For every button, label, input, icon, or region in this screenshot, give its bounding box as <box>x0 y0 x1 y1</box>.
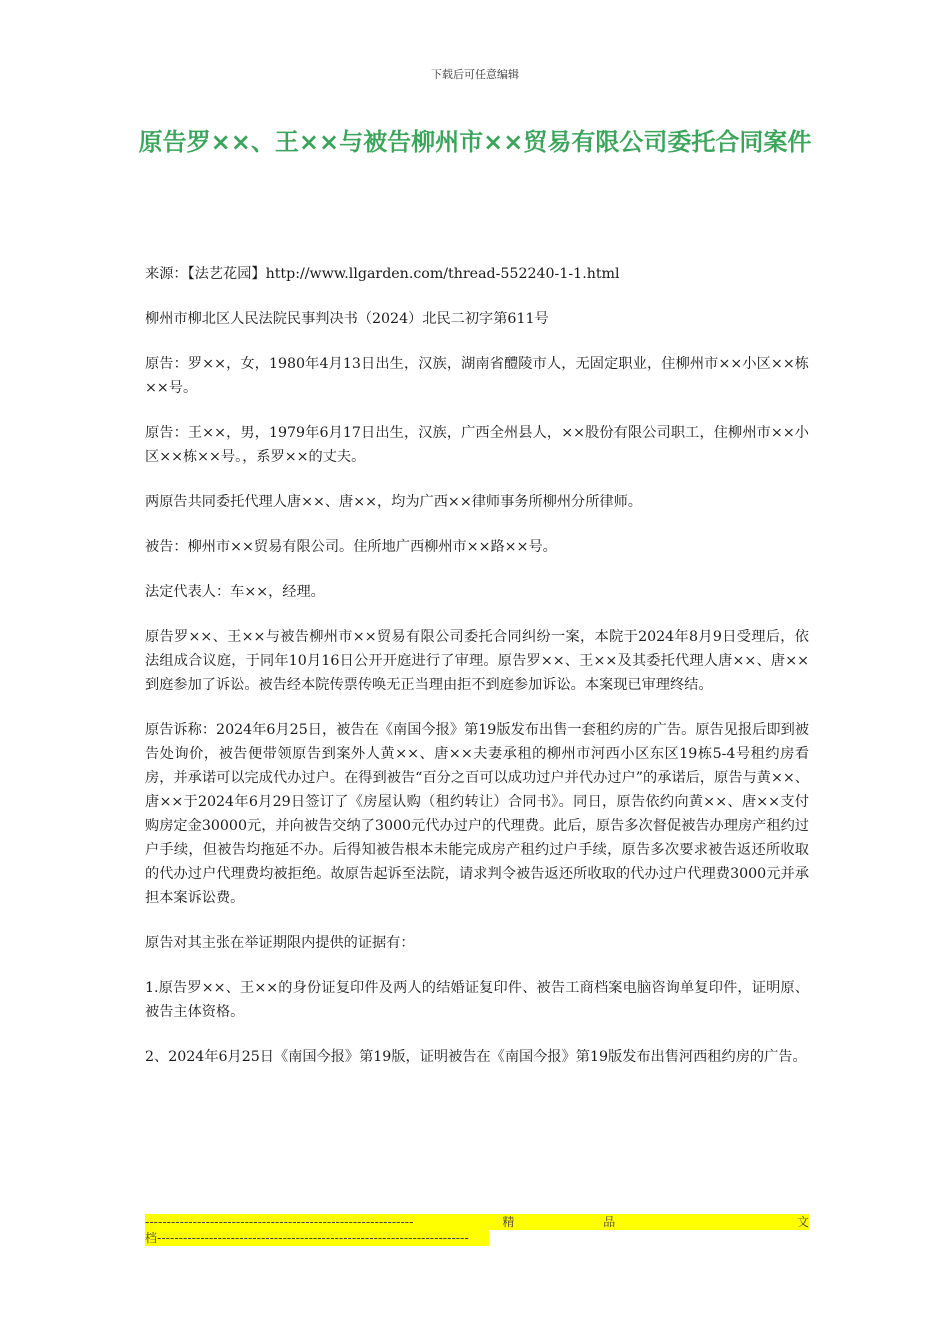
document-body <box>145 262 809 1090</box>
footer-spacer <box>704 1214 708 1230</box>
footer-char-1: 精 <box>502 1215 515 1229</box>
defendant: 被告：柳州市××贸易有限公司。住所地广西柳州市××路××号。 <box>145 539 557 555</box>
footer-char-3: 文 <box>796 1215 809 1229</box>
source-line: 来源：【法艺花园】http://www.llgarden.com/thread-552240-1-1.html <box>145 266 620 282</box>
header-note: 下载后可任意编辑 <box>431 68 519 81</box>
evidence-intro: 原告对其主张在举证期限内提供的证据有： <box>145 935 415 951</box>
footer-line-1 <box>145 1214 809 1230</box>
footer-banner <box>145 1214 809 1250</box>
case-number: 柳州市柳北区人民法院民事判决书（2024）北民二初字第611号 <box>145 311 549 327</box>
footer-line-2 <box>145 1230 489 1246</box>
plaintiff-claims: 原告诉称：2024年6月25日，被告在《南国今报》第19版发布出售一套租约房的广告。原告见报后即到被告处询价，被告便带领原告到案外人黄××、唐××夫妻承租的柳州市河西小区东区19栋5-4号租约房看房，并承诺可以完成代办过户。在得到被告“百分之百可以成功过户并代办过户”的承诺后，原告与黄××、唐××于2024年6月29日签订了《房屋认购（租约转让）合同书》。同日，原告依约向黄××、唐××支付购房定金30000元，并向被告交纳了3000元代办过户的代理费。此后，原告多次督促被告办理房产租约过户手续，但被告均拖延不办。后得知被告根本未能完成房产租约过户手续，原告多次要求被告返还所收取的代办过户代理费均被拒绝。故原告起诉至法院，请求判令被告返还所收取的代办过户代理费3000元并承担本案诉讼费。 <box>145 722 810 906</box>
footer-char-2: 品 <box>603 1215 616 1229</box>
footer-char-4: 档 <box>145 1231 158 1245</box>
footer-dashes-2: ------------------------------------------------------------------------ <box>157 1231 469 1245</box>
footer-dashes: -------------------------------------------------------------- <box>145 1215 414 1229</box>
plaintiff-agents: 两原告共同委托代理人唐××、唐××，均为广西××律师事务所柳州分所律师。 <box>145 494 642 510</box>
document-title: 原告罗××、王××与被告柳州市××贸易有限公司委托合同案件 <box>138 128 812 156</box>
plaintiff-1: 原告：罗××，女，1980年4月13日出生，汉族，湖南省醴陵市人，无固定职业，住柳州市××小区××栋××号。 <box>145 356 809 396</box>
plaintiff-2: 原告：王××，男，1979年6月17日出生，汉族，广西全州县人，××股份有限公司职工，住柳州市××小区××栋××号。，系罗××的丈夫。 <box>145 425 809 465</box>
evidence-item-1: 1.原告罗××、王××的身份证复印件及两人的结婚证复印件、被告工商档案电脑咨询单复印件，证明原、被告主体资格。 <box>145 980 809 1020</box>
legal-representative: 法定代表人：车××，经理。 <box>145 584 325 600</box>
evidence-item-2: 2、2024年6月25日《南国今报》第19版，证明被告在《南国今报》第19版发布出售河西租约房的广告。 <box>145 1049 807 1065</box>
case-summary: 原告罗××、王××与被告柳州市××贸易有限公司委托合同纠纷一案，本院于2024年8月9日受理后，依法组成合议庭，于同年10月16日公开开庭进行了审理。原告罗××、王××及其委托代理人唐××、唐××到庭参加了诉讼。被告经本院传票传唤无正当理由拒不到庭参加诉讼。本案现已审理终结。 <box>145 629 809 693</box>
